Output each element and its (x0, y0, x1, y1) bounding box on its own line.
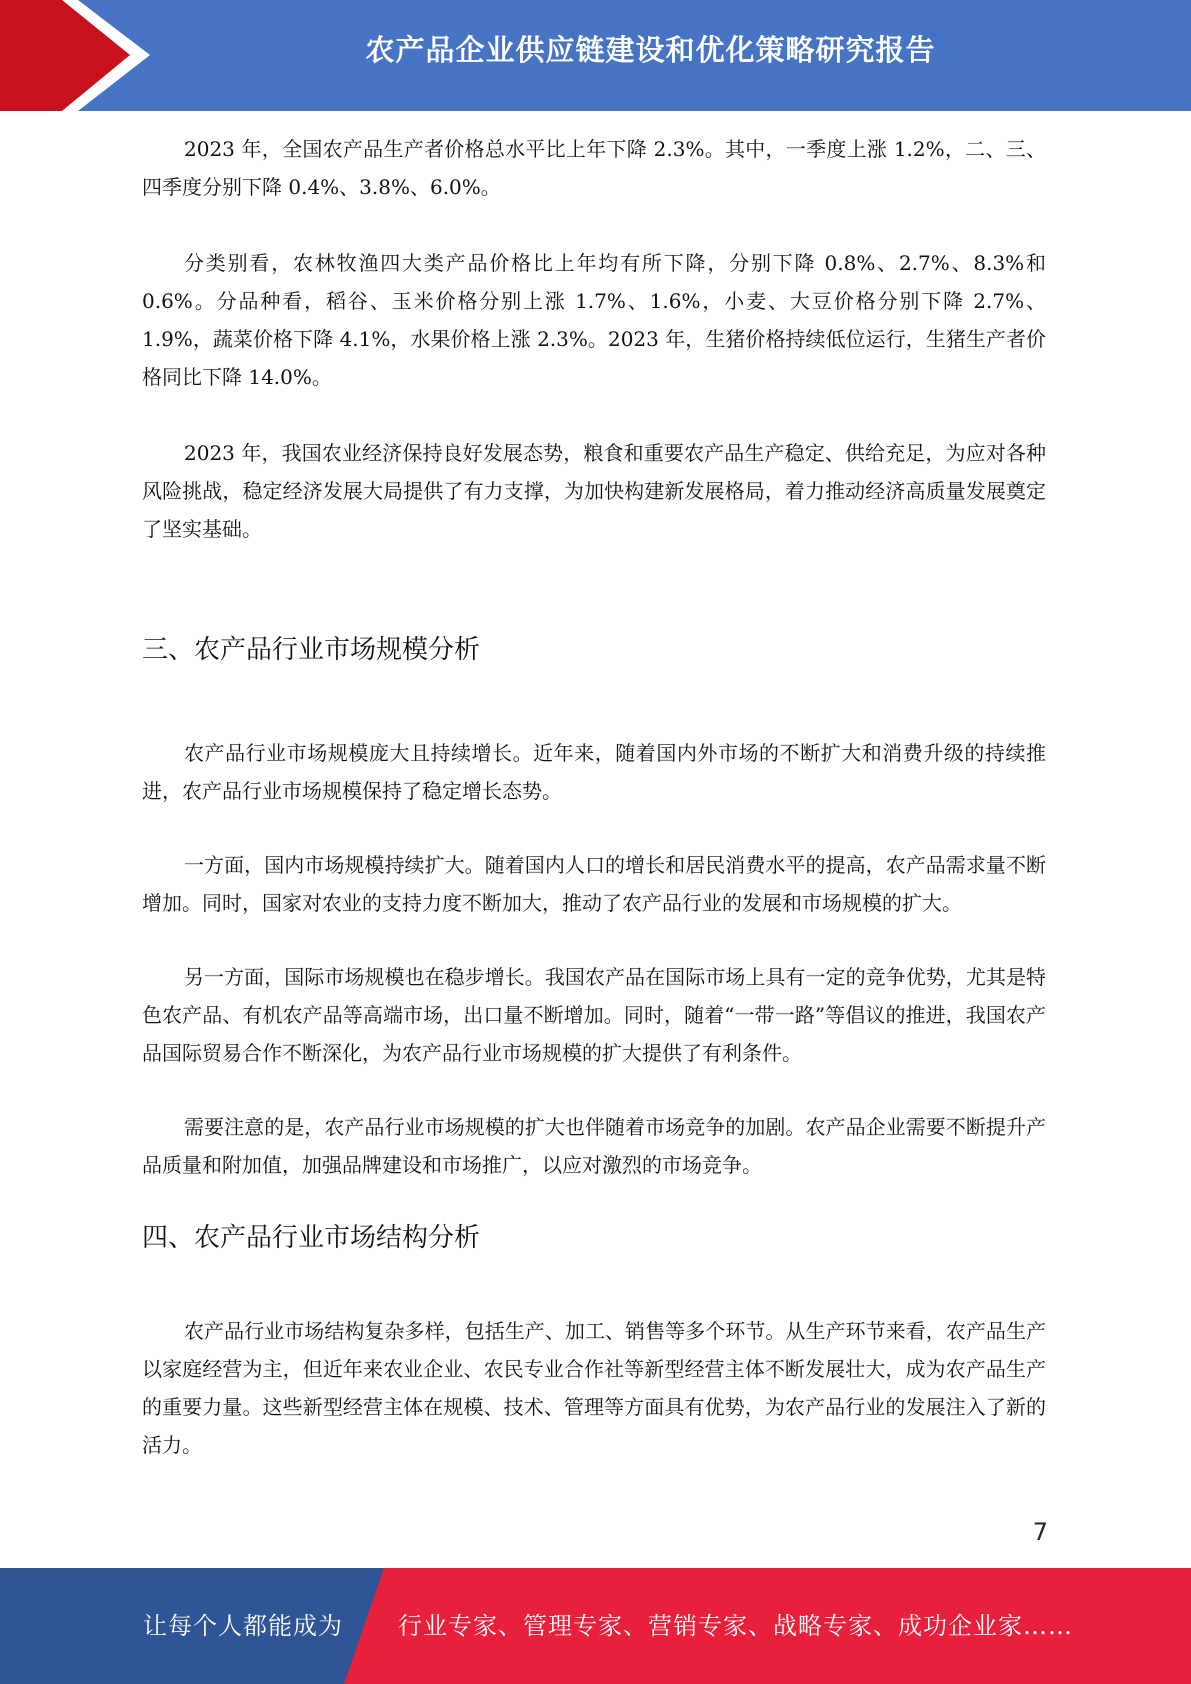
page-header-banner (0, 0, 1191, 111)
page-number: 7 (1032, 1518, 1048, 1546)
paragraph: 农产品行业市场结构复杂多样，包括生产、加工、销售等多个环节。从生产环节来看，农产品生产以家庭经营为主，但近年来农业企业、农民专业合作社等新型经营主体不断发展壮大，成为农产品生产的重要力量。这些新型经营主体在规模、技术、管理等方面具有优势，为农产品行业的发展注入了新的活力。 (142, 1319, 1046, 1457)
paragraph: 农产品行业市场规模庞大且持续增长。近年来，随着国内外市场的不断扩大和消费升级的持续推进，农产品行业市场规模保持了稳定增长态势。 (142, 741, 1046, 803)
footer-slogan-right: 行业专家、管理专家、营销专家、战略专家、成功企业家…… (398, 1612, 1073, 1640)
page-content (142, 130, 1046, 1464)
section-heading: 三、农产品行业市场规模分析 (142, 635, 481, 665)
paragraph: 一方面，国内市场规模持续扩大。随着国内人口的增长和居民消费水平的提高，农产品需求量不断增加。同时，国家对农业的支持力度不断加大，推动了农产品行业的发展和市场规模的扩大。 (142, 853, 1046, 915)
paragraph: 需要注意的是，农产品行业市场规模的扩大也伴随着市场竞争的加剧。农产品企业需要不断提升产品质量和附加值，加强品牌建设和市场推广，以应对激烈的市场竞争。 (142, 1115, 1046, 1177)
paragraph: 另一方面，国际市场规模也在稳步增长。我国农产品在国际市场上具有一定的竞争优势，尤其是特色农产品、有机农产品等高端市场，出口量不断增加。同时，随着“一带一路”等倡议的推进，我国农产品国际贸易合作不断深化，为农产品行业市场规模的扩大提供了有利条件。 (142, 965, 1046, 1065)
paragraph: 2023 年，全国农产品生产者价格总水平比上年下降 2.3%。其中，一季度上涨 1.2%，二、三、四季度分别下降 0.4%、3.8%、6.0%。 (142, 137, 1046, 199)
page-footer-banner (0, 1568, 1191, 1684)
paragraph: 分类别看，农林牧渔四大类产品价格比上年均有所下降，分别下降 0.8%、2.7%、8.3%和 0.6%。分品种看，稻谷、玉米价格分别上涨 1.7%、1.6%，小麦、大豆价格分别下降 2.7%、1.9%，蔬菜价格下降 4.1%，水果价格上涨 2.3%。2023 年，生猪价格持续低位运行，生猪生产者价格同比下降 14.0%。 (142, 251, 1046, 389)
document-title: 农产品企业供应链建设和优化策略研究报告 (365, 33, 936, 67)
paragraph: 2023 年，我国农业经济保持良好发展态势，粮食和重要农产品生产稳定、供给充足，为应对各种风险挑战，稳定经济发展大局提供了有力支撑，为加快构建新发展格局，着力推动经济高质量发展奠定了坚实基础。 (142, 441, 1046, 541)
section-heading: 四、农产品行业市场结构分析 (142, 1223, 481, 1253)
footer-slogan-left: 让每个人都能成为 (143, 1612, 343, 1640)
